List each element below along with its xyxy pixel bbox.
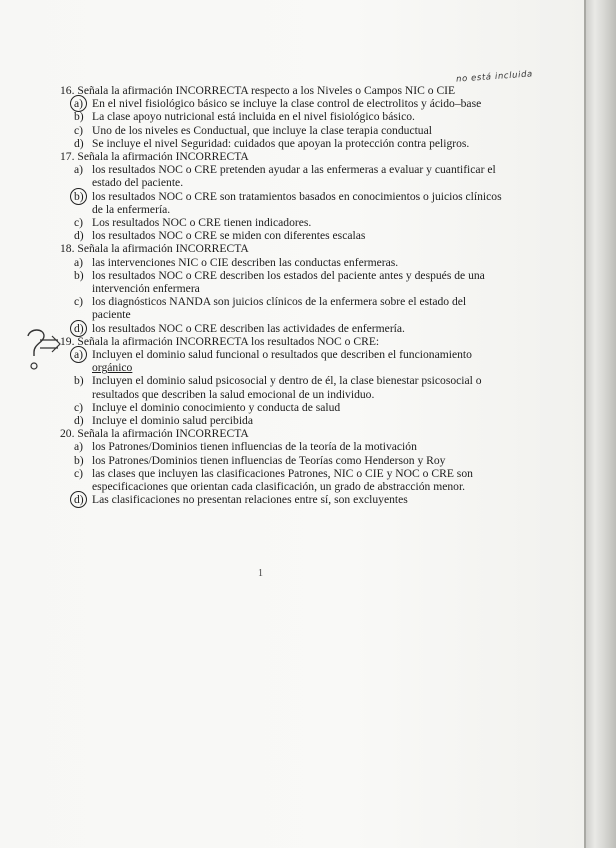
- option-text: [92, 295, 560, 321]
- option-a: [74, 97, 560, 110]
- option-text: los Patrones/Dominios tienen influencias de Teorías como Henderson y Roy: [92, 453, 446, 467]
- option-text: [92, 269, 560, 295]
- option-d: [74, 229, 560, 242]
- option-line: resultados que describen la salud emocional de un individuo.: [92, 387, 375, 401]
- option-c: [74, 295, 560, 321]
- option-d: [74, 493, 560, 506]
- option-a: [74, 440, 560, 453]
- option-c: [74, 124, 560, 137]
- question-title: 17. Señala la afirmación INCORRECTA: [60, 150, 249, 164]
- option-a: [74, 348, 560, 374]
- option-text: Incluye el dominio conocimiento y conducta de salud: [92, 400, 341, 414]
- handwritten-note: no está incluida: [455, 69, 534, 85]
- option-c: [74, 401, 560, 414]
- question-list: [60, 84, 560, 507]
- option-text: los resultados NOC o CRE describen las actividades de enfermería.: [92, 321, 405, 335]
- option-a: [74, 163, 560, 189]
- option-letter: b): [74, 110, 84, 124]
- option-letter: c): [74, 123, 84, 137]
- option-letter: d): [74, 414, 84, 428]
- option-d: [74, 137, 560, 150]
- option-line: intervención enfermera: [92, 282, 200, 296]
- option-text: Las clasificaciones no presentan relaciones entre sí, son excluyentes: [92, 493, 408, 507]
- option-letter: b): [74, 268, 84, 282]
- question-17: [60, 150, 560, 242]
- option-letter: d): [74, 136, 84, 150]
- question-19: [60, 335, 560, 427]
- option-letter-circled: b): [74, 190, 92, 216]
- option-text: Se incluye el nivel Seguridad: cuidados que apoyan la protección contra peligros.: [92, 136, 470, 150]
- option-line: paciente: [92, 308, 131, 322]
- option-b: [74, 374, 560, 400]
- option-letter: c): [74, 466, 84, 480]
- option-line: las clases que incluyen las clasificaciones Patrones, NIC o CIE y NOC o CRE son: [92, 466, 473, 480]
- option-line: los resultados NOC o CRE pretenden ayudar a las enfermeras a evaluar y cuantificar el: [92, 163, 496, 177]
- option-line: los resultados NOC o CRE son tratamientos basados en conocimientos o juicios clínicos: [92, 189, 502, 203]
- option-letter-circled: a): [74, 97, 92, 110]
- option-c: [74, 216, 560, 229]
- option-line: especificaciones que orientan cada clasificación, un grado de abstracción menor.: [92, 480, 466, 494]
- stray-mark: 1: [258, 568, 263, 579]
- option-letter: b): [74, 374, 84, 388]
- option-line: de la enfermería.: [92, 202, 171, 216]
- question-title: 20. Señala la afirmación INCORRECTA: [60, 427, 249, 441]
- option-letter: a): [74, 163, 84, 177]
- option-text: [92, 467, 560, 493]
- option-text: las intervenciones NIC o CIE describen las conductas enfermeras.: [92, 255, 399, 269]
- question-title: 16. Señala la afirmación INCORRECTA respecto a los Niveles o Campos NIC o CIE: [60, 84, 456, 97]
- option-b: [74, 110, 560, 123]
- option-line: Incluyen el dominio salud psicosocial y dentro de él, la clase bienestar psicosocial o: [92, 374, 482, 388]
- option-letter-circled: d): [74, 493, 92, 506]
- page-edge-shadow: [586, 0, 616, 848]
- option-text: los Patrones/Dominios tienen influencias de la teoría de la motivación: [92, 440, 417, 454]
- option-c: [74, 467, 560, 493]
- option-text: [92, 374, 560, 400]
- option-text: los resultados NOC o CRE se miden con diferentes escalas: [92, 229, 366, 243]
- option-b: [74, 269, 560, 295]
- question-20: [60, 427, 560, 506]
- option-d: [74, 322, 560, 335]
- option-line: los diagnósticos NANDA son juicios clínicos de la enfermera sobre el estado del: [92, 295, 467, 309]
- option-line-underlined: orgánico: [92, 361, 133, 375]
- option-text: En el nivel fisiológico básico se incluye la clase control de electrolitos y ácido–base: [92, 97, 482, 111]
- option-b: [74, 190, 560, 216]
- option-text: Uno de los niveles es Conductual, que incluye la clase terapia conductual: [92, 123, 432, 137]
- option-text: La clase apoyo nutricional está incluida en el nivel fisiológico básico.: [92, 110, 415, 124]
- option-letter: c): [74, 400, 84, 414]
- option-line: estado del paciente.: [92, 176, 184, 190]
- option-letter-circled: a): [74, 348, 92, 374]
- option-letter: d): [74, 229, 84, 243]
- option-letter-circled: d): [74, 322, 92, 335]
- question-title: 19. Señala la afirmación INCORRECTA los resultados NOC o CRE:: [60, 334, 380, 348]
- option-text: Incluye el dominio salud percibida: [92, 414, 253, 428]
- option-letter: b): [74, 453, 84, 467]
- option-text: [92, 348, 560, 374]
- question-18: [60, 242, 560, 334]
- option-b: [74, 454, 560, 467]
- option-text: Los resultados NOC o CRE tienen indicadores.: [92, 216, 312, 230]
- option-text: [92, 163, 560, 189]
- question-16: [60, 84, 560, 150]
- option-letter: a): [74, 255, 84, 269]
- option-a: [74, 256, 560, 269]
- option-line: los resultados NOC o CRE describen los estados del paciente antes y después de una: [92, 268, 485, 282]
- option-letter: c): [74, 216, 84, 230]
- option-text: [92, 190, 560, 216]
- page-edge-line: [584, 0, 586, 848]
- question-title: 18. Señala la afirmación INCORRECTA: [60, 242, 249, 256]
- option-line: Incluyen el dominio salud funcional o resultados que describen el funcionamiento: [92, 348, 472, 362]
- option-letter: a): [74, 440, 84, 454]
- option-d: [74, 414, 560, 427]
- option-letter: c): [74, 295, 84, 309]
